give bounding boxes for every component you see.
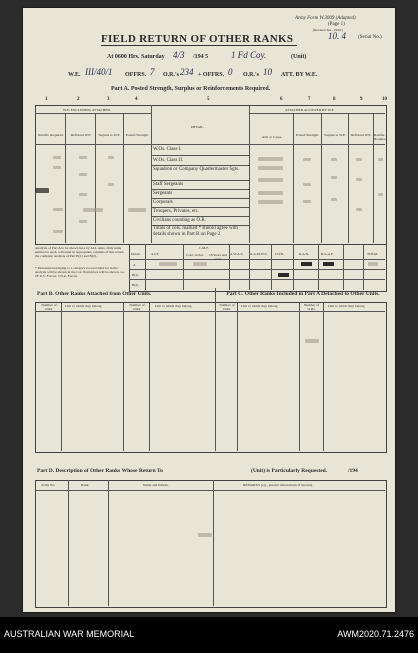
ors2-handwritten: 10 (263, 67, 272, 77)
row-label: W.Os. Class I. (153, 147, 182, 152)
col-num: 1 (45, 97, 48, 102)
col-num: 2 (77, 97, 80, 102)
serial-label: (Serial No.) (358, 35, 382, 40)
col-num: 10 (382, 97, 387, 102)
part-b-col: Unit to which they belong (65, 304, 102, 308)
part-a-title: Part A. Posted Strength, Surplus or Reinforcements Required. (111, 86, 271, 92)
part-d-col: Name and Initials. (143, 483, 169, 487)
row-label: Civilians counting as O.R. (153, 218, 206, 223)
part-d-table (35, 480, 387, 608)
we-handwritten: III/40/1 (85, 67, 113, 77)
row-label: Troopers, Privates, etc. (153, 209, 200, 214)
part-b-title: Part B. Other Ranks Attached from Other Units. (37, 291, 152, 297)
analysis-col: A.W.A.S. (230, 252, 244, 256)
cmf-sub: 18 Years and over (209, 253, 227, 261)
document-page (23, 8, 395, 612)
redaction-mark (278, 273, 289, 277)
row-label: W.Os. Class II. (153, 158, 184, 163)
we-label: W.E. (68, 72, 81, 78)
detail-header: DETAIL. (191, 125, 205, 129)
part-c-col: Number of O.Rs. (303, 303, 320, 311)
col-header: Deficient W.E. (350, 133, 372, 137)
attached-allowed-header: ATTACHED ALLOWED BY W.E. (285, 108, 335, 112)
col-header: Posted Strength. (126, 133, 149, 137)
col-header: Reinfts. Required (374, 133, 387, 141)
analysis-col: CIVIL (275, 252, 285, 256)
part-d-title: Part D. Description of Other Ranks Whose Return To (37, 468, 163, 474)
col-num: 4 (135, 97, 138, 102)
row-label: Squadron or Company Quartermaster Sgts. (153, 167, 240, 172)
col-header: Deficient W.E. (70, 133, 92, 137)
plus-offrs-label: + OFFRS. (198, 72, 225, 78)
col-num: 5 (207, 97, 210, 102)
page-label: (Page 1) (328, 22, 345, 27)
at-hrs-label: At 0600 Hrs. Saturday (107, 54, 165, 60)
analysis-col: A.I.F. (151, 252, 159, 256)
part-d-col: REMARKS (e.g., present whereabouts if known). (243, 483, 313, 487)
ors2-label: O.R.'s (243, 72, 260, 78)
analysis-col: C.M.F. (199, 246, 209, 250)
analysis-col: TOTAL (367, 252, 379, 256)
analysis-row: B(2) (132, 283, 139, 287)
part-d-col: Rank. (81, 483, 90, 487)
redaction-mark (301, 262, 312, 266)
row-label: Sergeants (153, 191, 173, 196)
row-label: Staff Sergeants (153, 182, 184, 187)
part-b-col: Number of O.Rs. (41, 303, 57, 311)
analysis-col: A.A.M.W.S. (250, 252, 268, 256)
offrs-handwritten: 7 (150, 67, 155, 77)
col-num: 9 (360, 97, 363, 102)
analysis-row: A (133, 263, 136, 267)
analysis-col: R.A.N. (299, 252, 310, 256)
analysis-col: Detail (131, 252, 140, 256)
table-a (35, 105, 387, 245)
we-excluding-header: W.E. EXCLUDING ATTACHED. (63, 108, 111, 112)
offrs-label: OFFRS. (125, 72, 147, 78)
part-d-date: /194 (348, 468, 358, 474)
redaction-mark (323, 262, 334, 266)
part-b-col: Number of O.Rs. (129, 303, 145, 311)
part-c-col: Unit to which they belong (328, 304, 365, 308)
col-header: Posted Strength. (296, 133, 319, 137)
part-c-col: Unit to which they belong (241, 304, 278, 308)
att-label: ATT. BY W.E. (281, 72, 318, 78)
ors-label: O.R.'s (163, 72, 180, 78)
row-label: Corporals (153, 200, 173, 205)
col-header: Arm or Corps. (261, 135, 283, 139)
analysis-row: B(1) (132, 273, 139, 277)
col-num: 7 (308, 97, 311, 102)
col-num: 6 (280, 97, 283, 102)
year-label: /194 5 (193, 54, 209, 60)
analysis-note: Analysis of Part A to be shown here by ALL units. Only units entitled to such, will enter in appropriate columns of this return the complete analysis of Part B(1) and B(2). (35, 246, 124, 258)
part-c-col: Number of O.Rs. (219, 303, 235, 311)
ors-handwritten: 234 (180, 67, 194, 77)
row-label-totals: Totals of cols. marked * should agree with details shown in Part B on Page 2 (153, 226, 238, 237)
cmf-sub: Cont. in Ser. (186, 253, 204, 257)
offrs2-handwritten: 0 (228, 67, 233, 77)
col-num: 8 (333, 97, 336, 102)
part-c-title: Part C. Other Ranks Included in Part A Detached to Other Units. (226, 291, 380, 297)
form-title: FIELD RETURN OF OTHER RANKS (101, 33, 294, 45)
unit-handwritten: 1 Fd Coy. (231, 50, 267, 60)
footer-credit: AUSTRALIAN WAR MEMORIAL (4, 629, 135, 639)
serial-handwritten: 10. 4 (328, 31, 346, 41)
analysis-note-2: * Personnel belonging to a category not provided for in the analysis will be shown in the Col. Particulars will be shown, i.e. 2F U.S. Forces, 3 N.Z. Forces. (35, 266, 125, 278)
part-d-title-2: (Unit) is Particularly Requested. (251, 468, 328, 474)
part-d-col: Army No. (41, 483, 56, 487)
revised-label: (Revised Jan., 1943.) (313, 28, 343, 32)
col-num: 3 (107, 97, 110, 102)
date-handwritten: 4/3 (173, 50, 185, 60)
army-form-label: Army Form W.3009 (Adapted) (295, 16, 356, 21)
part-b-col: Unit to which they belong (155, 304, 192, 308)
col-header: Reinfts. Required. (38, 133, 64, 137)
part-b-c-table (35, 302, 387, 453)
footer-accession: AWM2020.71.2476 (337, 629, 414, 639)
footer-bar (0, 617, 418, 653)
unit-label: (Unit) (291, 54, 307, 60)
col-header: Surplus to W.E. (324, 133, 346, 137)
col-header: Surplus to W.E. (98, 133, 121, 137)
analysis-col: R.A.A.F. (321, 252, 334, 256)
